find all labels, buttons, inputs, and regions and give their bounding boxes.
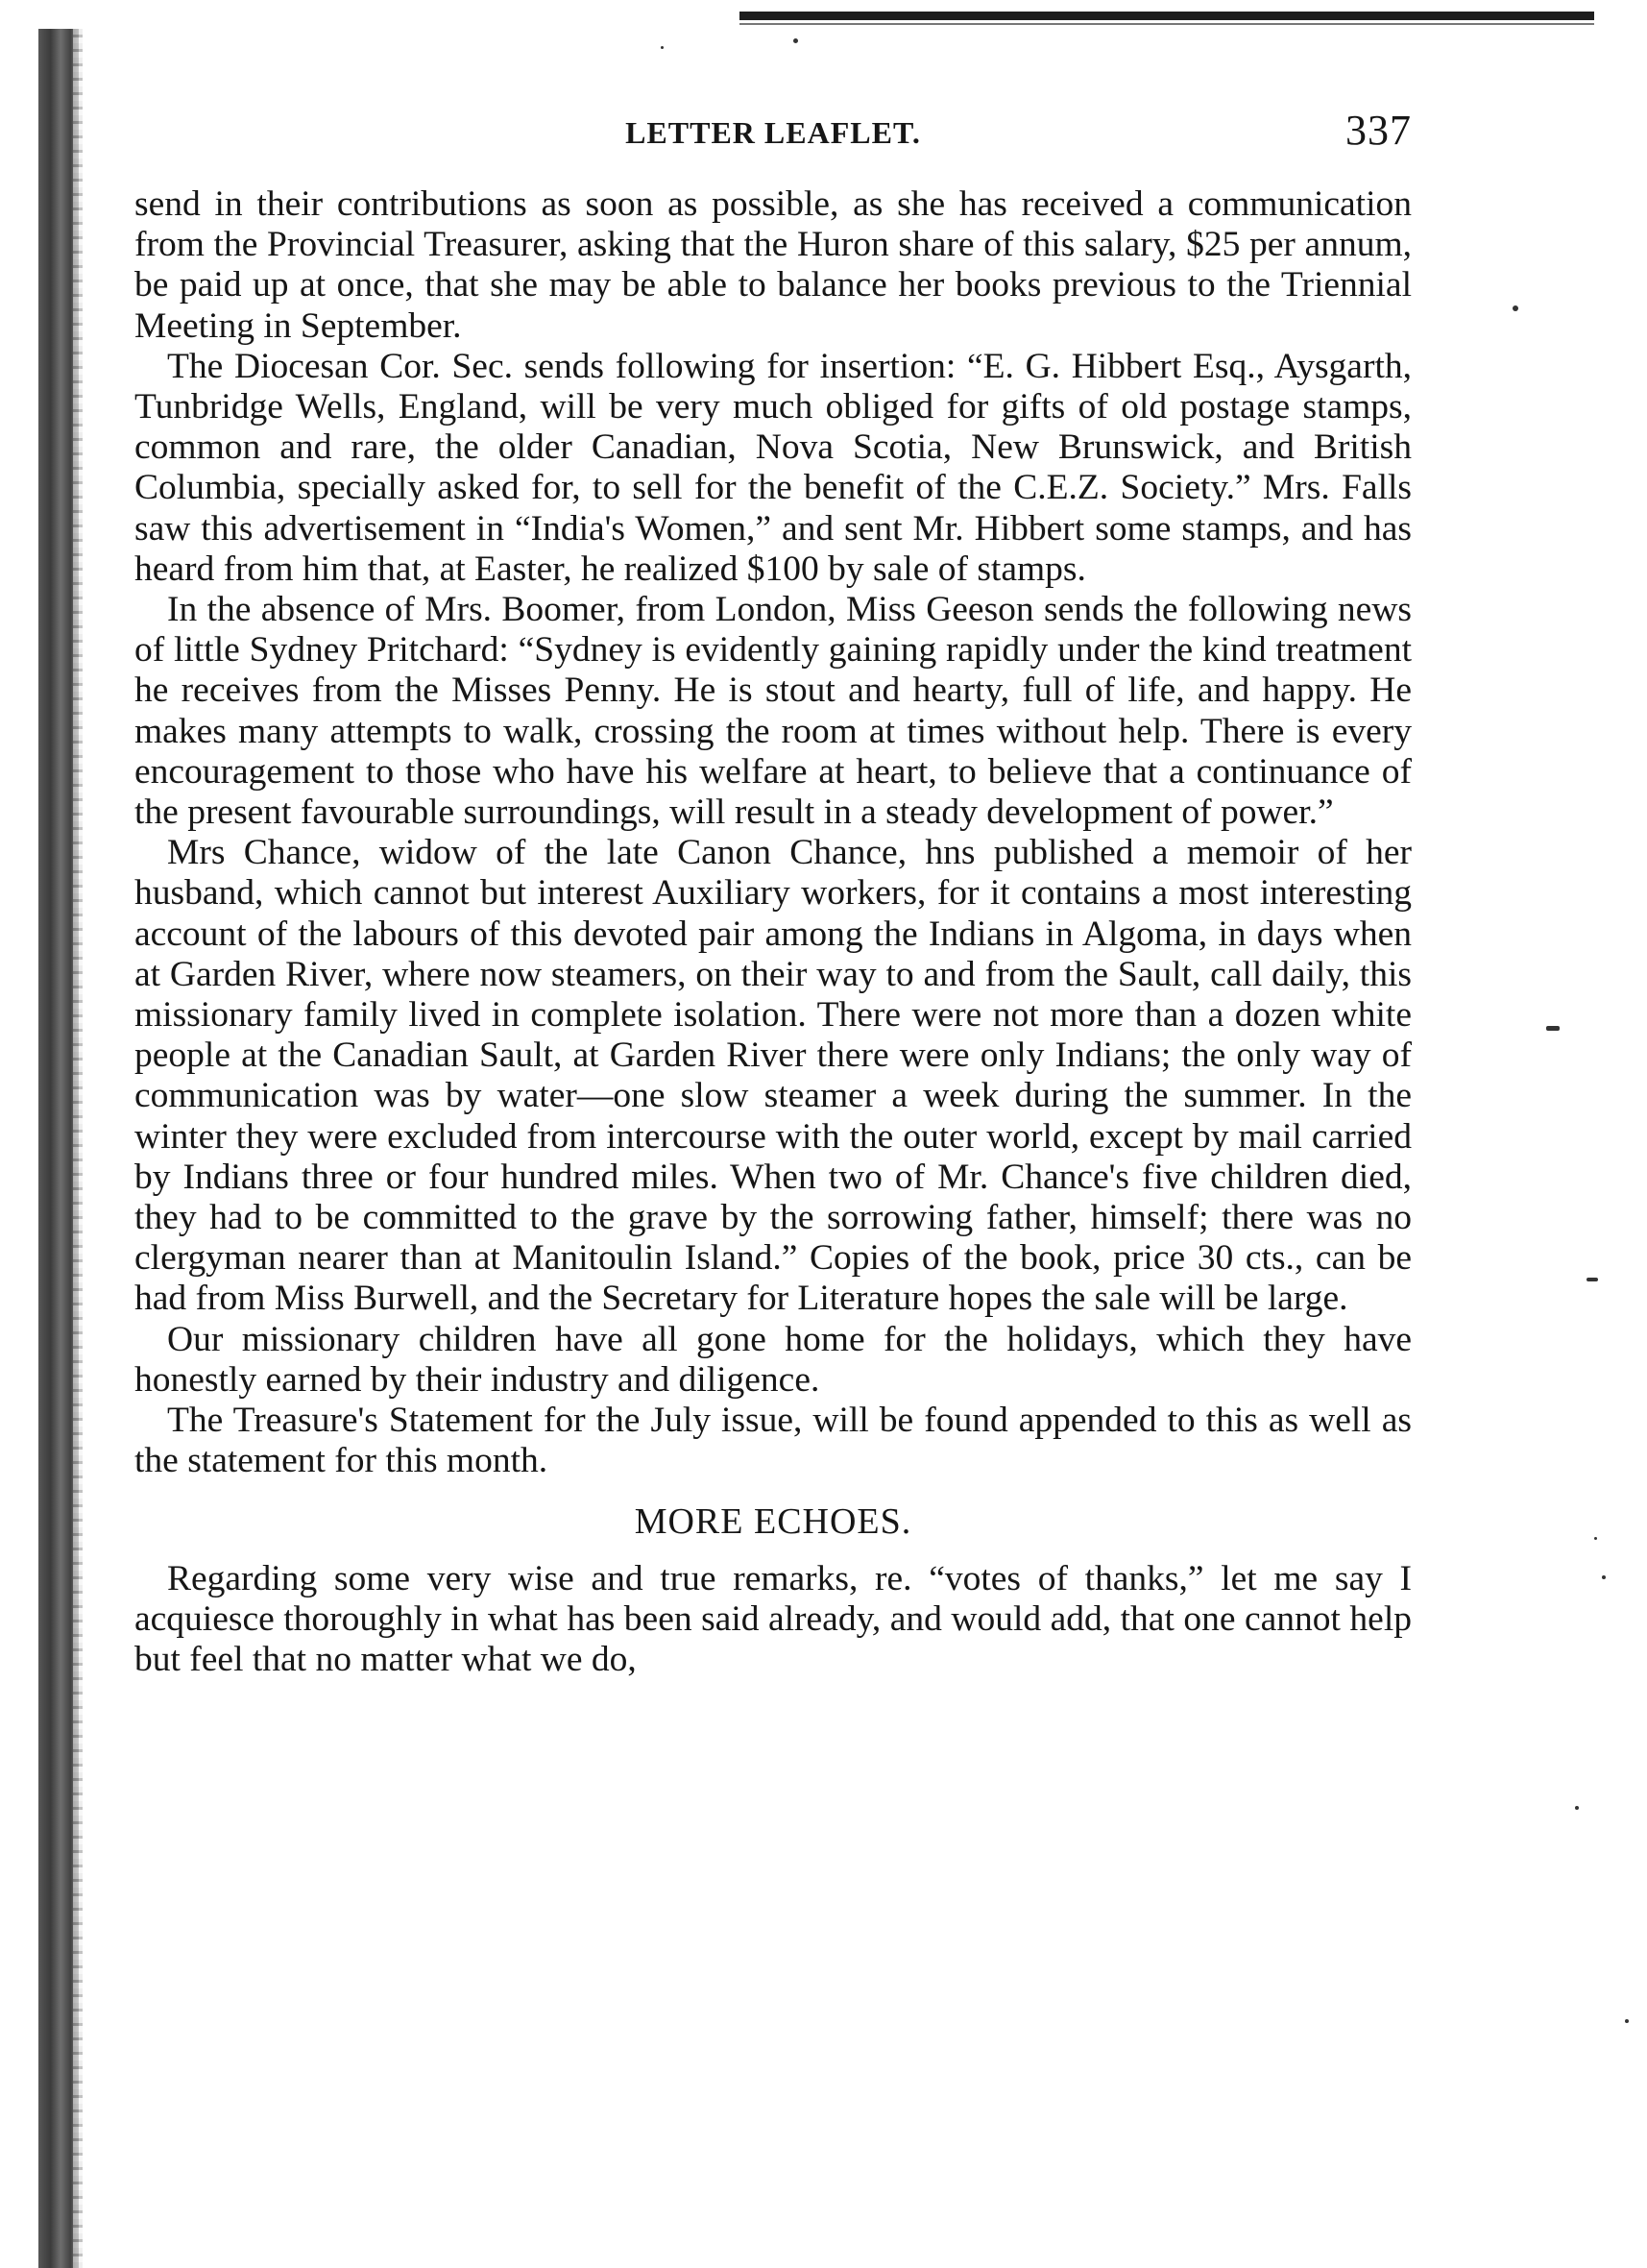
top-edge-rule — [739, 12, 1594, 20]
print-speck — [1513, 305, 1518, 311]
page-body — [134, 184, 1412, 1680]
paragraph: The Diocesan Cor. Sec. sends following for insertion: “E. G. Hibbert Esq., Aysgarth, Tunbridge Wells, England, will be very much obliged for gifts of old postage stamps, common and rare, the older Canadian, Nova Scotia, New Brunswick, and British Columbia, specially asked for, to sell for the benefit of the C.E.Z. Society.” Mrs. Falls saw this advertisement in “India's Women,” and sent Mr. Hibbert some stamps, and has heard from him that, at Easter, he realized $100 by sale of stamps. — [134, 346, 1412, 589]
section-heading: MORE ECHOES. — [634, 1500, 912, 1542]
print-speck — [1625, 2019, 1629, 2023]
print-speck — [1586, 1278, 1598, 1281]
page-header — [134, 106, 1412, 154]
print-speck — [661, 46, 664, 49]
paragraph: Our missionary children have all gone home for the holidays, which they have honestly earned by their industry and diligence. — [134, 1319, 1412, 1400]
print-speck — [1594, 1537, 1597, 1540]
top-edge-rule-thin — [739, 23, 1594, 25]
print-speck — [1602, 1575, 1606, 1579]
section-paragraph: Regarding some very wise and true remarks, re. “votes of thanks,” let me say I acquiesce thoroughly in what has been said already, and would add, that one cannot help but feel that no matter what we do, — [134, 1558, 1412, 1680]
print-speck — [1575, 1806, 1579, 1810]
page-number: 337 — [1345, 107, 1412, 154]
paragraph: send in their contributions as soon as possible, as she has received a communication from the Provincial Treasurer, asking that the Huron share of this salary, $25 per annum, be paid up at once, that she may be able to balance her books previous to the Triennial Meeting in September. — [134, 184, 1412, 346]
book-binding-edge — [38, 29, 79, 2268]
paragraph: In the absence of Mrs. Boomer, from London, Miss Geeson sends the following news of little Sydney Pritchard: “Sydney is evidently gaining rapidly under the kind treatment he receives from the Misses Penny. He is stout and hearty, full of life, and happy. He makes many attempts to walk, crossing the room at times without help. There is every encouragement to those who have his welfare at heart, to believe that a continuance of the present favourable surroundings, will result in a steady development of power.” — [134, 590, 1412, 833]
paragraph: The Treasure's Statement for the July issue, will be found appended to this as well as the statement for this month. — [134, 1401, 1412, 1481]
print-speck — [1546, 1026, 1560, 1031]
paragraph: Mrs Chance, widow of the late Canon Chance, hns published a memoir of her husband, which cannot but interest Auxiliary workers, for it contains a most interesting account of the labours of this devoted pair among the Indians in Algoma, in days when at Garden River, where now steamers, on their way to and from the Sault, call daily, this missionary family lived in complete isolation. There were not more than a dozen white people at the Canadian Sault, at Garden River there were only Indians; the only way of communication was by water—one slow steamer a week during the summer. In the winter they were excluded from intercourse with the outer world, except by mail carried by Indians three or four hundred miles. When two of Mr. Chance's five children died, they had to be committed to the grave by the sorrowing father, himself; there was no clergyman nearer than at Manitoulin Island.” Copies of the book, price 30 cts., can be had from Miss Burwell, and the Secretary for Literature hopes the sale will be large. — [134, 833, 1412, 1319]
print-speck — [793, 38, 798, 43]
running-head: LETTER LEAFLET. — [625, 115, 921, 150]
